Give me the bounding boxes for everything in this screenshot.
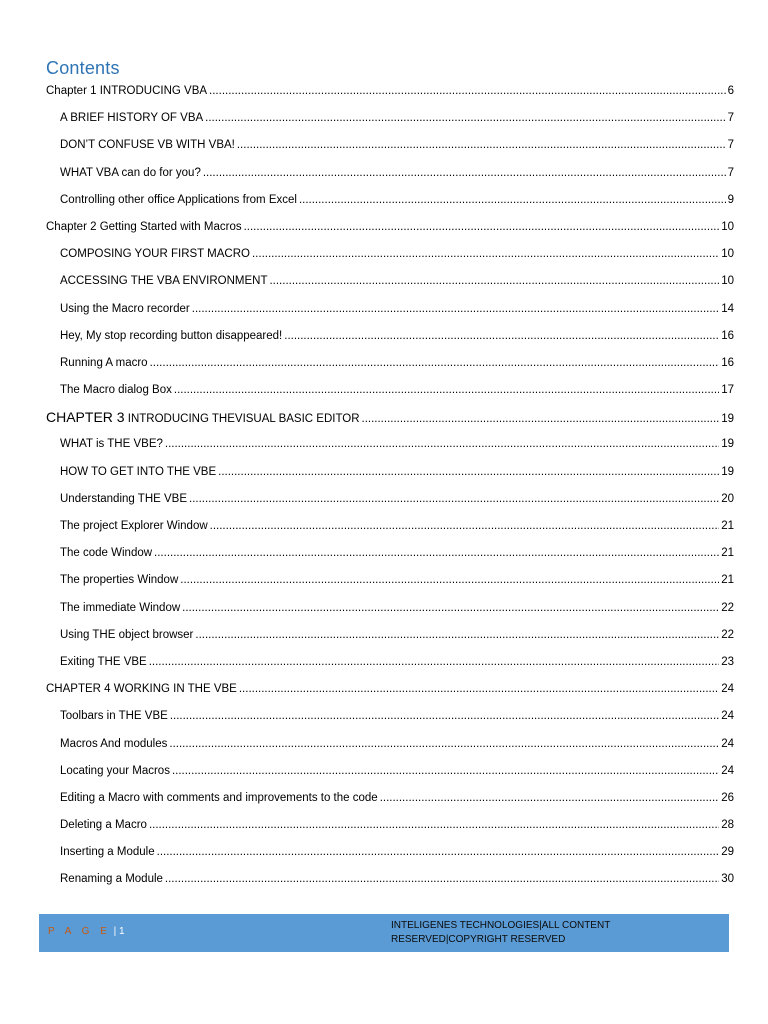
toc-entry-title [60,243,250,265]
toc-dot-leader [252,243,719,265]
toc-entry-title [60,841,155,863]
toc-entry-page: 22 [721,601,734,614]
toc-entry-section[interactable] [46,243,734,270]
toc-entry-page: 30 [721,873,734,886]
toc-entry-page: 7 [727,112,734,125]
toc-entry-title [60,488,187,510]
toc-entry-text: CHAPTER 4 WORKING IN THE VBE [46,683,237,696]
toc-entry-title [60,325,282,347]
toc-entry-page: 24 [721,764,734,777]
toc-dot-leader [195,624,719,646]
toc-entry-text: Editing a Macro with comments and improvements to the code [60,791,378,804]
toc-entry-page: 22 [721,628,734,641]
toc-dot-leader [203,162,726,184]
toc-entry-title [60,162,201,184]
toc-entry-page: 29 [721,846,734,859]
toc-dot-leader [210,515,720,537]
toc-entry-page: 7 [727,166,734,179]
toc-entry-text: COMPOSING YOUR FIRST MACRO [60,248,250,261]
toc-entry-text: WHAT VBA can do for you? [60,166,201,179]
toc-entry-page: 10 [721,220,734,233]
toc-entry-section[interactable] [46,705,734,732]
toc-entry-title [60,705,168,727]
toc-dot-leader [149,651,719,673]
toc-entry-section[interactable] [46,461,734,488]
toc-entry-section[interactable] [46,651,734,678]
toc-entry-chapter[interactable] [46,80,734,107]
toc-entry-chapter[interactable] [46,216,734,243]
toc-entry-section[interactable] [46,134,734,161]
toc-entry-text: ACCESSING THE VBA ENVIRONMENT [60,275,268,288]
toc-dot-leader [154,542,719,564]
table-of-contents [46,80,734,896]
toc-entry-page: 10 [721,275,734,288]
toc-dot-leader [237,134,726,156]
toc-entry-page: 19 [721,438,734,451]
page-label: P A G E [48,926,111,937]
toc-entry-page: 16 [721,329,734,342]
toc-entry-title [60,515,208,537]
toc-dot-leader [284,325,719,347]
toc-entry-section[interactable] [46,733,734,760]
toc-entry-section[interactable] [46,760,734,787]
page-number: 1 [119,926,125,937]
toc-entry-text: Using THE object browser [60,628,194,641]
toc-entry-title [46,216,242,238]
toc-dot-leader [244,216,720,238]
toc-entry-title [60,107,203,129]
toc-dot-leader [239,678,719,700]
toc-entry-page: 6 [727,85,734,97]
toc-entry-page: 26 [721,791,734,804]
toc-entry-text: Deleting a Macro [60,819,147,832]
toc-entry-text: The immediate Window [60,601,181,614]
toc-dot-leader [218,461,719,483]
toc-entry-section[interactable] [46,841,734,868]
toc-entry-section[interactable] [46,624,734,651]
toc-dot-leader [209,80,726,102]
toc-entry-section[interactable] [46,597,734,624]
toc-dot-leader [150,352,720,374]
toc-entry-text: The properties Window [60,574,179,587]
toc-entry-section[interactable] [46,569,734,596]
toc-entry-section[interactable] [46,787,734,814]
toc-entry-title [60,651,147,673]
toc-dot-leader [205,107,725,129]
toc-entry-page: 24 [721,710,734,723]
toc-heading: Contents [46,58,120,78]
toc-entry-text: The code Window [60,547,153,560]
toc-entry-text: Hey, My stop recording button disappeared! [60,329,283,342]
toc-entry-title [60,352,148,374]
toc-dot-leader [165,433,719,455]
toc-entry-text: Macros And modules [60,737,168,750]
toc-entry-section[interactable] [46,352,734,379]
toc-entry-section[interactable] [46,868,734,895]
toc-entry-text: Toolbars in THE VBE [60,710,168,723]
toc-entry-title [60,461,216,483]
toc-entry-section[interactable] [46,298,734,325]
toc-entry-page: 21 [721,520,734,532]
toc-dot-leader [180,569,719,591]
toc-entry-text: Controlling other office Applications from Excel [60,193,297,206]
toc-entry-section[interactable] [46,542,734,569]
toc-entry-text: Exiting THE VBE [60,655,147,668]
toc-entry-page: 17 [721,384,734,397]
toc-dot-leader [189,488,719,510]
toc-entry-page: 24 [721,737,734,750]
toc-dot-leader [269,270,719,292]
page-footer [39,914,729,952]
toc-dot-leader [362,408,720,430]
toc-entry-page: 19 [721,413,734,426]
toc-dot-leader [380,787,720,809]
toc-entry-page: 14 [721,302,734,315]
toc-entry-page: 9 [727,193,734,206]
toc-entry-page: 10 [721,248,734,261]
toc-entry-text: Inserting a Module [60,846,155,859]
toc-entry-section[interactable] [46,107,734,134]
toc-entry-title [60,379,172,401]
footer-page-number [48,926,125,937]
toc-entry-text: INTRODUCING THEVISUAL BASIC EDITOR [124,413,360,426]
toc-entry-title [60,733,167,755]
toc-dot-leader [174,379,719,401]
toc-entry-page: 7 [727,139,734,152]
toc-entry-text: Renaming a Module [60,873,163,886]
toc-entry-text: A BRIEF HISTORY OF VBA [60,112,204,125]
toc-entry-text: The Macro dialog Box [60,384,172,397]
toc-entry-page: 21 [721,547,734,560]
toc-entry-text: Locating your Macros [60,764,170,777]
toc-entry-page: 19 [721,465,734,478]
toc-entry-section[interactable] [46,433,734,460]
toc-entry-text: Chapter 1 INTRODUCING VBA [46,85,208,97]
toc-entry-chapter[interactable] [46,678,734,705]
toc-entry-section[interactable] [46,814,734,841]
toc-entry-page: 24 [721,683,734,696]
toc-entry-title [60,597,180,619]
toc-entry-title [60,134,235,156]
toc-entry-page: 23 [721,655,734,668]
toc-entry-title [60,270,267,292]
toc-entry-section[interactable] [46,270,734,297]
toc-entry-section[interactable] [46,515,734,542]
toc-dot-leader [169,733,719,755]
toc-entry-section[interactable] [46,488,734,515]
toc-entry-title [60,624,193,646]
toc-entry-title [46,80,207,102]
toc-entry-title [60,542,152,564]
toc-entry-section[interactable] [46,162,734,189]
toc-entry-title [60,787,378,809]
toc-dot-leader [157,841,720,863]
toc-entry-title [60,569,178,591]
toc-entry-title [60,298,190,320]
toc-entry-page: 28 [721,819,734,832]
page-separator: | [113,926,117,937]
toc-entry-page: 16 [721,356,734,369]
toc-dot-leader [165,868,719,890]
toc-entry-title [60,433,163,455]
toc-entry-title [46,678,237,700]
footer-copyright: INTELIGENES TECHNOLOGIES|ALL CONTENT RESERVED|COPYRIGHT RESERVED [391,920,611,945]
toc-entry-chapter[interactable] [46,406,734,433]
toc-entry-section[interactable] [46,379,734,406]
toc-entry-section[interactable] [46,189,734,216]
toc-entry-section[interactable] [46,325,734,352]
toc-dot-leader [192,298,719,320]
toc-dot-leader [182,597,719,619]
toc-entry-text: Running A macro [60,356,148,369]
toc-entry-title [60,189,297,211]
toc-dot-leader [299,189,726,211]
toc-entry-text: Understanding THE VBE [60,492,187,505]
toc-entry-lead: CHAPTER 3 [46,409,125,426]
toc-entry-title [46,406,360,430]
toc-entry-text: The project Explorer Window [60,520,208,532]
toc-entry-text: WHAT is THE VBE? [60,438,163,451]
toc-entry-text: Chapter 2 Getting Started with Macros [46,220,242,233]
toc-entry-page: 20 [721,492,734,505]
toc-entry-title [60,814,147,836]
toc-dot-leader [172,760,719,782]
toc-entry-title [60,868,163,890]
toc-entry-text: DON’T CONFUSE VB WITH VBA! [60,139,235,152]
toc-entry-title [60,760,170,782]
toc-dot-leader [149,814,719,836]
toc-dot-leader [170,705,719,727]
toc-entry-text: HOW TO GET INTO THE VBE [60,465,217,478]
toc-entry-text: Using the Macro recorder [60,302,190,315]
toc-entry-page: 21 [721,574,734,587]
